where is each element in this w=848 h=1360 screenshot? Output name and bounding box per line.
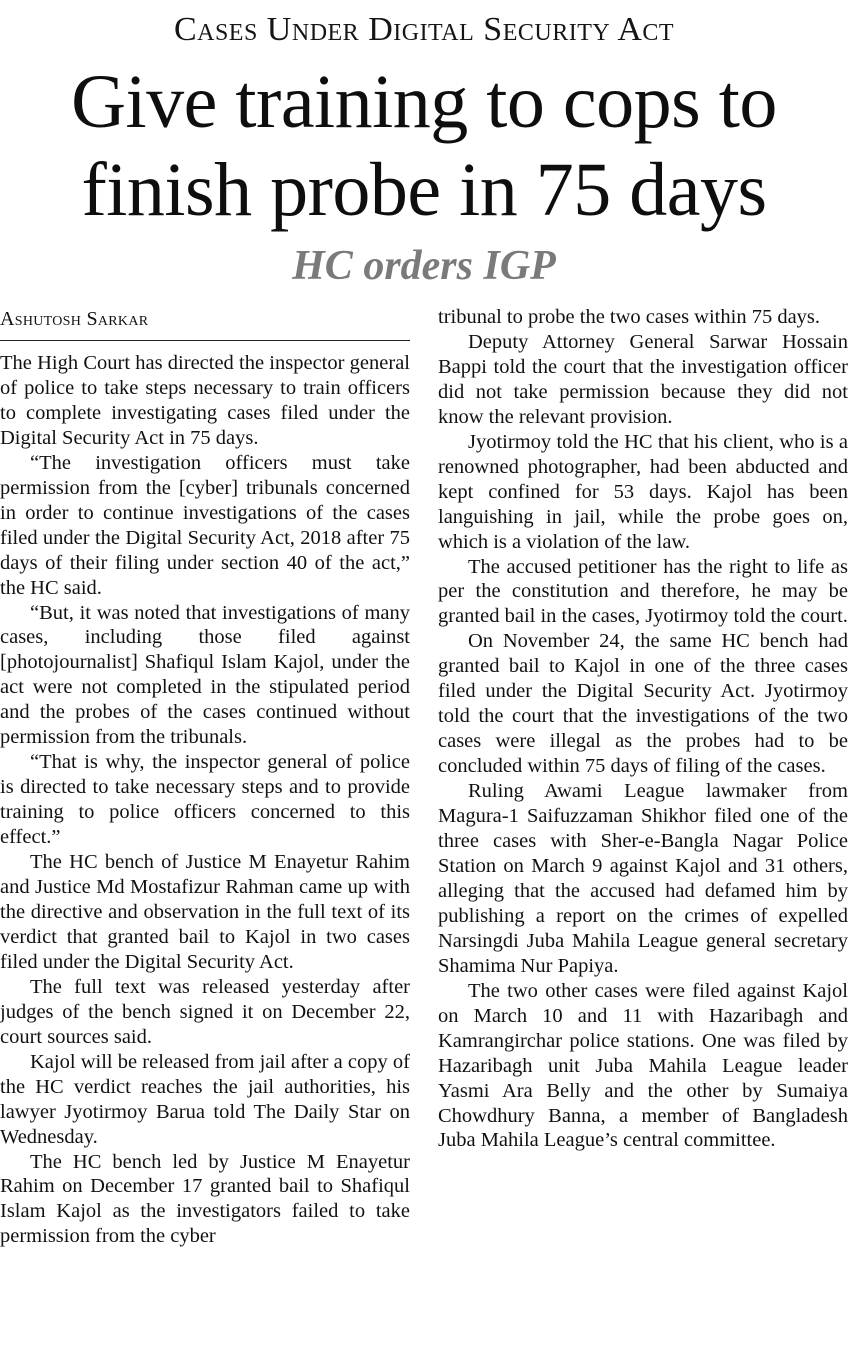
paragraph: The HC bench led by Justice M Enayetur Rahim on December 17 granted bail to Shafiqul Islam Kajol as the investigators failed to take permission from the cyber bbox=[0, 1150, 410, 1248]
paragraph: The High Court has directed the inspector general of police to take steps necessary to train officers to complete investigating cases filed under the Digital Security Act in 75 days. bbox=[0, 352, 410, 449]
headline: Give training to cops to finish probe in 75 days bbox=[71, 60, 777, 232]
paragraph: Deputy Attorney General Sarwar Hossain Bappi told the court that the investigation officer did not take permission because they did not know the relevant provision. bbox=[438, 330, 848, 428]
paragraph: Kajol will be released from jail after a copy of the HC verdict reaches the jail authorities, his lawyer Jyotirmoy Barua told The Daily Star on Wednesday. bbox=[0, 1050, 410, 1148]
paragraph: Jyotirmoy told the HC that his client, who is a renowned photographer, had been abducted and kept confined for 53 days. Kajol has been languishing in jail, while the probe goes on, which is a violation of the law. bbox=[438, 430, 848, 553]
paragraph: The HC bench of Justice M Enayetur Rahim and Justice Md Mostafizur Rahman came up with the directive and observation in the full text of its verdict that granted bail to Kajol in two cases filed under the Digital Security Act. bbox=[0, 851, 410, 973]
paragraph: tribunal to probe the two cases within 75 days. bbox=[438, 306, 821, 328]
byline-divider bbox=[0, 340, 410, 341]
paragraph: “That is why, the inspector general of police is directed to take necessary steps and to provide training to police officers concerned to this effect.” bbox=[0, 751, 410, 849]
article-column-right bbox=[438, 305, 848, 1153]
paragraph: The accused petitioner has the right to life as per the constitution and therefore, he may be granted bail in the cases, Jyotirmoy told the court. bbox=[438, 555, 848, 628]
paragraph: On November 24, the same HC bench had granted bail to Kajol in one of the three cases filed under the Digital Security Act. Jyotirmoy told the court that the investigations of the two cases were illegal as the probes had to be concluded within 75 days of filing of the cases. bbox=[438, 630, 848, 778]
paragraph: “But, it was noted that investigations of many cases, including those filed against [photojournalist] Shafiqul Islam Kajol, under the act were not completed in the stipulated period and the probes of the cases continued without permission from the tribunals. bbox=[0, 601, 410, 749]
article-column-left bbox=[0, 351, 410, 1249]
paragraph: “The investigation officers must take permission from the [cyber] tribunals concerned in order to continue investigations of the cases filed under the Digital Security Act, 2018 after 75 days of their filing under section 40 of the act,” the HC said. bbox=[0, 451, 410, 599]
paragraph: Ruling Awami League lawmaker from Magura-1 Saifuzzaman Shikhor filed one of the three cases with Sher-e-Bangla Nagar Police Station on March 9 against Kajol and 31 others, alleging that the accused had defamed him by publishing a report on the crimes of expelled Narsingdi Juba Mahila League general secretary Shamima Nur Papiya. bbox=[438, 780, 848, 977]
byline: Ashutosh Sarkar bbox=[0, 308, 149, 330]
subheadline: HC orders IGP bbox=[292, 243, 556, 289]
section-kicker: Cases Under Digital Security Act bbox=[173, 11, 675, 48]
paragraph: The full text was released yesterday after judges of the bench signed it on December 22, court sources said. bbox=[0, 975, 410, 1048]
paragraph: The two other cases were filed against Kajol on March 10 and 11 with Hazaribagh and Kamrangirchar police stations. One was filed by Hazaribagh unit Juba Mahila League leader Yasmi Ara Belly and the other by Sumaiya Chowdhury Banna, a member of Bangladesh Juba Mahila League’s central committee. bbox=[438, 979, 848, 1152]
